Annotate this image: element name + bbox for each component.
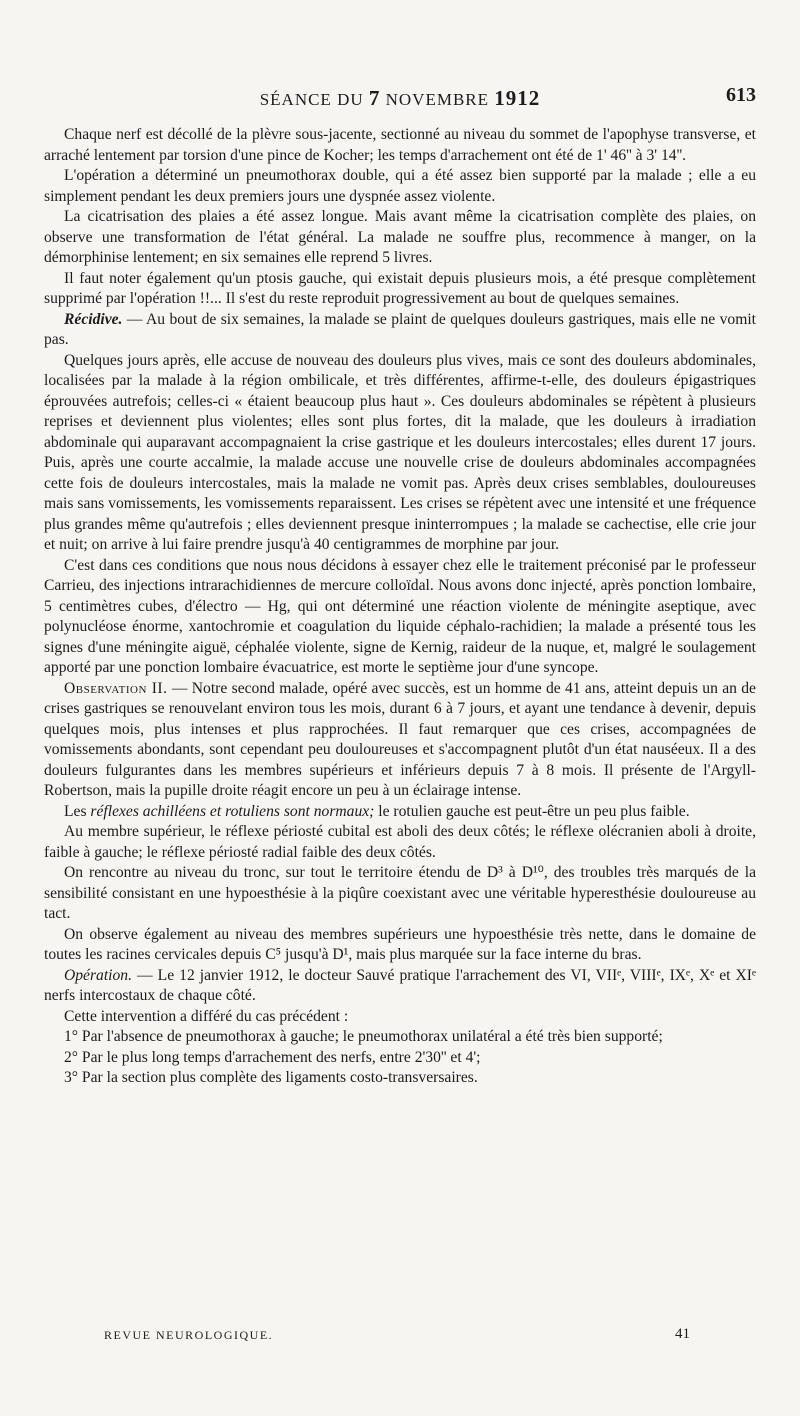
page-footer [44, 1324, 756, 1344]
paragraph: On observe également au niveau des membres supérieurs une hypoesthésie très nette, dans le domaine de toutes les racines cervicales depuis C⁵ jusqu'à D¹, mais plus marquée sur la face interne du bras. [44, 925, 756, 963]
observation-paragraph [44, 679, 756, 802]
paragraph: Quelques jours après, elle accuse de nouveau des douleurs plus vives, mais ce sont des douleurs abdominales, localisées par la malade à la région ombilicale, et très différentes, affirme-t-elle, des douleurs épigastriques éprouvées autrefois; celles-ci « étaient beaucoup plus haut ». Ces douleurs abdominales se répètent à plusieurs reprises et deviennent plus violentes; elles sont plus fortes, dit la malade, que les douleurs à irradiation abdominale qui auparavant accompagnaient la crise gastrique et les douleurs intercostales; elles durent 17 jours. Puis, après une courte accalmie, la malade accuse une nouvelle crise de douleurs abdominales accompagnées cette fois de douleurs intercostales, mais la malade ne vomit pas. Après deux crises semblables, douloureuses mais sans vomissements, les vomissements reparaissent. Les crises se répètent avec une intensité et une fréquence plus grandes même qu'autrefois ; elles deviennent presque ininterrompues ; la malade se cachectise, elle crie jour et nuit; on arrive à lui faire prendre jusqu'à 40 centigrammes de morphine par jour. [44, 351, 756, 553]
reflexes-suffix: le rotulien gauche est peut-être un peu plus faible. [374, 802, 690, 820]
paragraph: Il faut noter également qu'un ptosis gauche, qui existait depuis plusieurs mois, a été presque complètement supprimé par l'opération !!... Il s'est du reste reproduit progressivement au bout de quelques semaines. [44, 269, 756, 307]
paragraph: La cicatrisation des plaies a été assez longue. Mais avant même la cicatrisation complète des plaies, on observe une transformation de l'état général. La malade ne souffre plus, recommence à manger, on la démorphinise lentement; en six semaines elle reprend 5 livres. [44, 208, 756, 266]
operation-paragraph [44, 966, 756, 1007]
footer-signature: 41 [675, 1326, 690, 1342]
reflexes-paragraph [44, 802, 756, 823]
footer-journal: REVUE NEUROLOGIQUE. [104, 1328, 274, 1342]
paragraph: Au membre supérieur, le réflexe périosté cubital est aboli des deux côtés; le réflexe olécranien aboli à droite, faible à gauche; le réflexe périosté radial faible des deux côtés. [44, 823, 756, 861]
header-title [44, 86, 756, 111]
paragraph: Cette intervention a différé du cas précédent : [64, 1007, 349, 1025]
operation-text: — Le 12 janvier 1912, le docteur Sauvé pratique l'arrachement des VI, VIIᵉ, VIIIᵉ, IXᵉ, Xᵉ et XIᵉ nerfs intercostaux de chaque côté. [44, 966, 756, 1004]
page-number: 613 [726, 84, 756, 106]
observation-label: Observation II. [64, 679, 168, 697]
recidive-label: Récidive. [64, 310, 123, 328]
header-day: 7 [368, 86, 381, 110]
paragraph: Chaque nerf est décollé de la plèvre sous-jacente, sectionné au niveau du sommet de l'apophyse transverse, et arraché lentement par torsion d'une pince de Kocher; les temps d'arrachement ont été de 1' 46'' à 3' 14''. [44, 126, 756, 164]
operation-label: Opération. [64, 966, 133, 984]
header-month: NOVEMBRE [385, 90, 490, 109]
reflexes-prefix: Les [64, 802, 91, 820]
header-title-prefix: SÉANCE DU [259, 90, 364, 109]
paragraph: 3° Par la section plus complète des ligaments costo-transversaires. [64, 1069, 478, 1086]
paragraph: On rencontre au niveau du tronc, sur tout le territoire étendu de D³ à D¹⁰, des troubles très marqués de la sensibilité consistant en une hypoesthésie à la piqûre coexistant avec une véritable hyperesthésie douloureuse au tact. [44, 864, 756, 922]
paragraph: 2° Par le plus long temps d'arrachement des nerfs, entre 2'30'' et 4'; [64, 1048, 481, 1066]
document-page [44, 0, 756, 1416]
paragraph: L'opération a déterminé un pneumothorax double, qui a été assez bien supporté par la malade ; elle a eu simplement pendant les deux premiers jours une dyspnée assez violente. [44, 167, 756, 205]
paragraph: 1° Par l'absence de pneumothorax à gauche; le pneumothorax unilatéral a été très bien supporté; [64, 1028, 663, 1045]
recidive-text: — Au bout de six semaines, la malade se plaint de quelques douleurs gastriques, mais elle ne vomit pas. [44, 310, 756, 348]
reflexes-italic: réflexes achilléens et rotuliens sont normaux; [90, 802, 375, 820]
paragraph: C'est dans ces conditions que nous nous décidons à essayer chez elle le traitement préconisé par le professeur Carrieu, des injections intrarachidiennes de mercure colloïdal. Nous avons donc injecté, après ponction lombaire, 5 centimètres cubes, d'électro — Hg, qui ont déterminé une réaction violente de méningite aseptique, avec polynucléose énorme, xantochromie et coagulation du liquide céphalo-rachidien; la malade a présenté tous les signes d'une méningite aiguë, céphalée violente, signe de Kernig, raideur de la nuque, et, malgré le soulagement apporté par une ponction lombaire évacuatrice, est morte le septième jour d'une syncope. [44, 556, 756, 676]
observation-text: — Notre second malade, opéré avec succès, est un homme de 41 ans, atteint depuis un an de crises gastriques se renouvelant environ tous les mois, durant 6 à 7 jours, et ayant une tendance à devenir, depuis quelques mois, plus intenses et plus rapprochées. Il faut remarquer que ces crises, accompagnées de vomissements abondants, sont cependant peu douloureuses et s'accompagnent plutôt d'un état nauséeux. Il a des douleurs fulgurantes dans les membres supérieurs et inférieurs depuis 7 à 8 mois. Il présente de l'Argyll-Robertson, mais la pupille droite réagit encore un peu à un éclairage intense. [44, 679, 756, 799]
header-year: 1912 [494, 86, 541, 110]
running-header [44, 84, 756, 110]
body-text [44, 125, 756, 1089]
recidive-paragraph [44, 310, 756, 351]
